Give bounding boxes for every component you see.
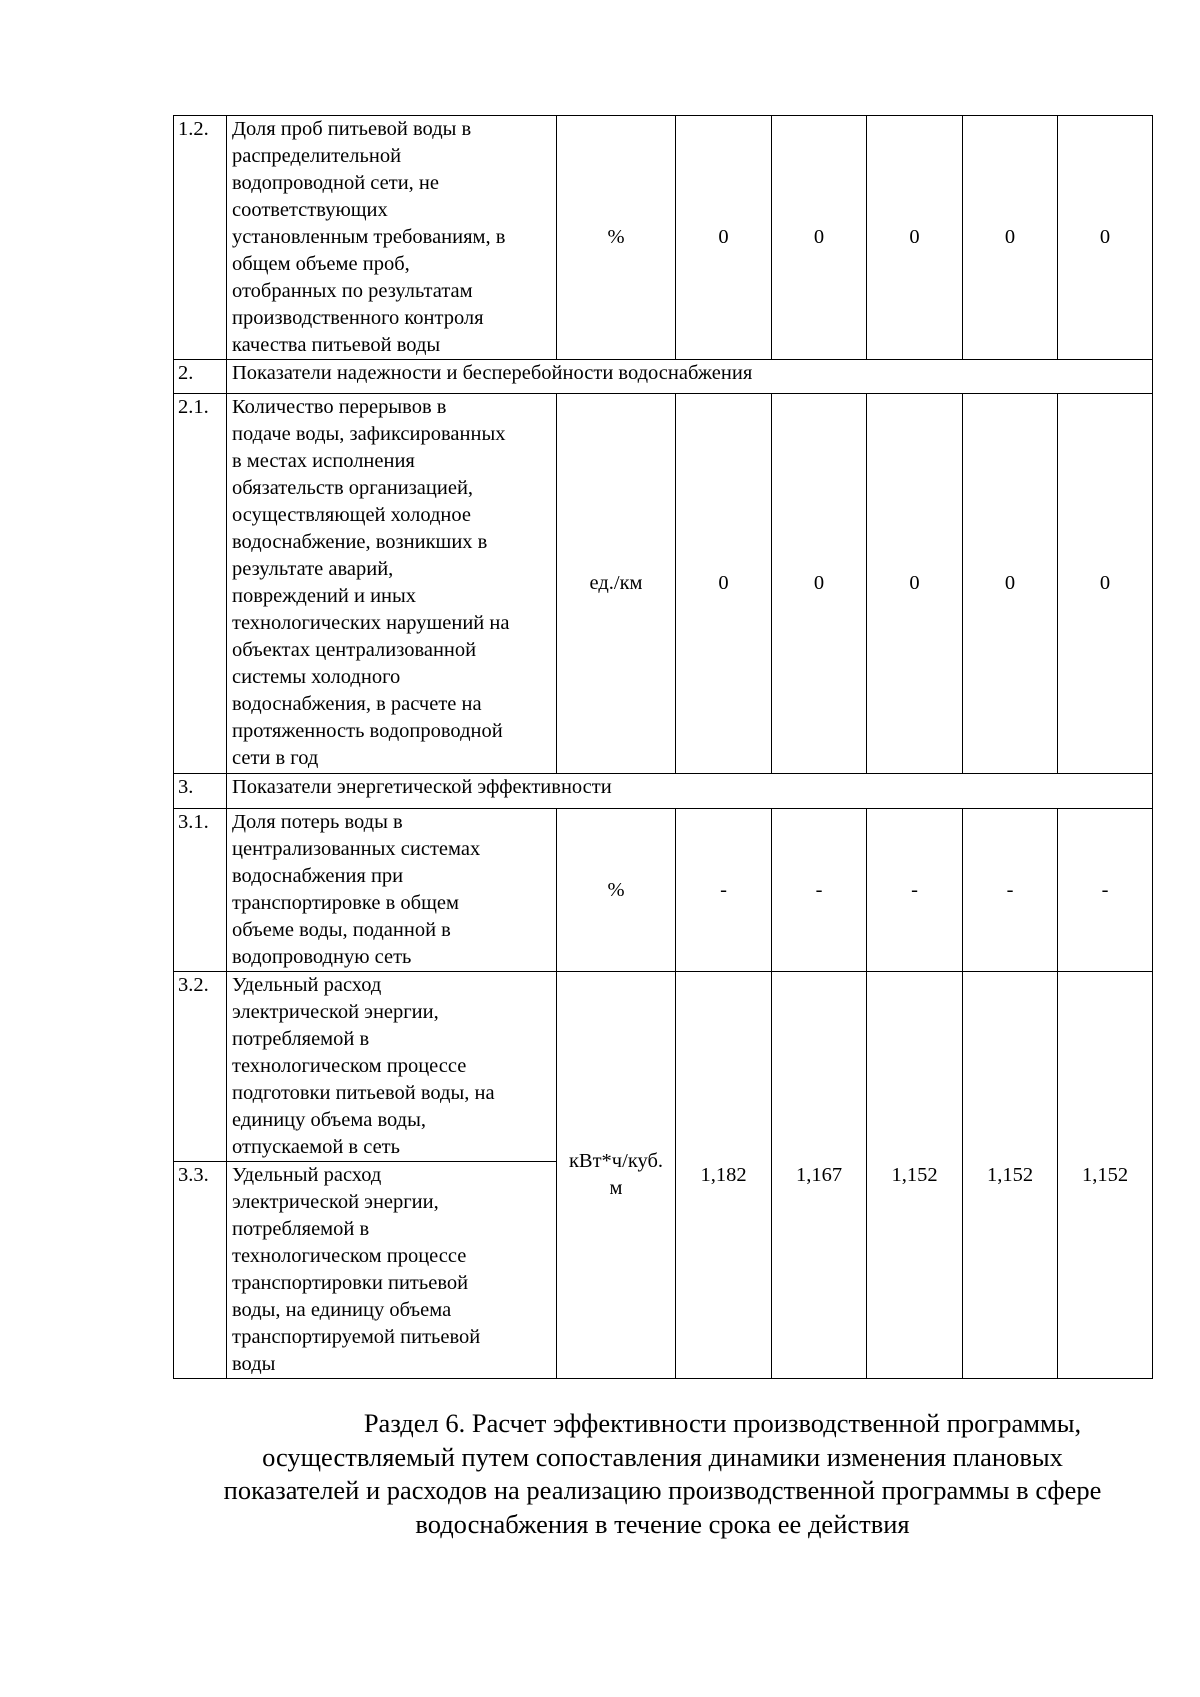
value-cell: 1,152 — [1058, 972, 1153, 1379]
value-cell: 0 — [676, 394, 772, 774]
heading-line: показателей и расходов на реализацию производственной программы в сфере — [223, 1475, 1102, 1505]
value-cell: 1,152 — [963, 972, 1058, 1379]
unit-cell: кВт*ч/куб. м — [557, 972, 676, 1379]
heading-line: осуществляемый путем сопоставления динамики изменения плановых — [262, 1441, 1063, 1472]
row-number: 3.1. — [174, 809, 227, 972]
value-cell: 0 — [1058, 116, 1153, 360]
value-cell: 0 — [867, 394, 963, 774]
value-cell: - — [963, 809, 1058, 972]
value-cell: 1,152 — [867, 972, 963, 1379]
section-title: Показатели надежности и бесперебойности водоснабжения — [227, 360, 1153, 394]
row-number: 2.1. — [174, 394, 227, 774]
row-number: 3.3. — [174, 1162, 227, 1379]
value-cell: 0 — [867, 116, 963, 360]
value-cell: 0 — [676, 116, 772, 360]
value-cell: - — [772, 809, 867, 972]
value-cell: 0 — [963, 116, 1058, 360]
table-row — [174, 116, 1153, 360]
value-cell: 0 — [1058, 394, 1153, 774]
value-cell: - — [1058, 809, 1153, 972]
section-number: 3. — [174, 774, 227, 809]
unit-cell: % — [557, 116, 676, 360]
row-number: 1.2. — [174, 116, 227, 360]
value-cell: - — [676, 809, 772, 972]
table-row — [174, 809, 1153, 972]
heading-line: Раздел 6. Расчет эффективности производственной программы, — [363, 1408, 1082, 1438]
indicator-name: Доля потерь воды в централизованных системах водоснабжения при транспортировке в общем объеме воды, поданной в водопроводную сеть — [227, 809, 557, 972]
row-number: 3.2. — [174, 972, 227, 1162]
section-number: 2. — [174, 360, 227, 394]
indicator-name: Количество перерывов в подаче воды, зафиксированных в местах исполнения обязательств организацией, осуществляющей холодное водоснабжение, возникших в результате аварий, повреждений и иных технологических нарушений на объектах централизованной системы холодного водоснабжения, в расчете на протяженность водопроводной сети в год — [227, 394, 557, 774]
unit-cell: % — [557, 809, 676, 972]
section-heading — [175, 1407, 1150, 1541]
heading-line: водоснабжения в течение срока ее действия — [415, 1508, 910, 1539]
section-row — [174, 774, 1153, 809]
indicator-name: Доля проб питьевой воды в распределительной водопроводной сети, не соответствующих установленным требованиям, в общем объеме проб, отобранных по результатам производственного контроля качества питьевой воды — [227, 116, 557, 360]
value-cell: 1,182 — [676, 972, 772, 1379]
table-row — [174, 972, 1153, 1162]
section-title: Показатели энергетической эффективности — [227, 774, 1153, 809]
table-row — [174, 394, 1153, 774]
section-row — [174, 360, 1153, 394]
value-cell: 0 — [772, 394, 867, 774]
unit-cell: ед./км — [557, 394, 676, 774]
value-cell: 1,167 — [772, 972, 867, 1379]
value-cell: 0 — [772, 116, 867, 360]
value-cell: 0 — [963, 394, 1058, 774]
indicators-table — [173, 115, 1153, 1379]
value-cell: - — [867, 809, 963, 972]
indicator-name: Удельный расход электрической энергии, потребляемой в технологическом процессе подготовки питьевой воды, на единицу объема воды, отпускаемой в сеть — [227, 972, 557, 1162]
indicator-name: Удельный расход электрической энергии, потребляемой в технологическом процессе транспортировки питьевой воды, на единицу объема транспортируемой питьевой воды — [227, 1162, 557, 1379]
